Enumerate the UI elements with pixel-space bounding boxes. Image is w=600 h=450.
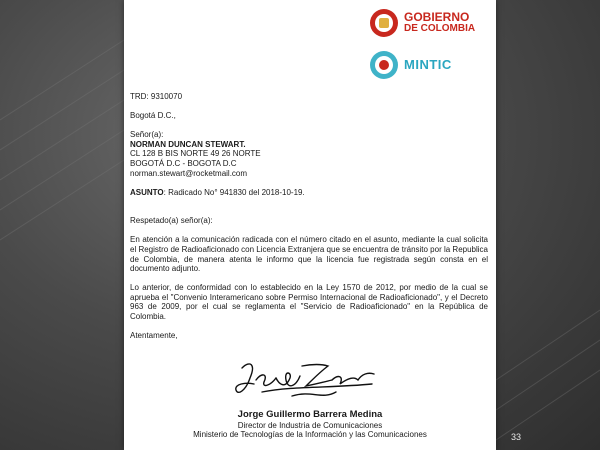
handwritten-signature [232,356,382,406]
mintic-logo-text: MINTIC [404,57,452,72]
mintic-seal-icon [370,51,398,79]
gobierno-logo-text: GOBIERNO DE COLOMBIA [404,10,476,34]
gobierno-logo [370,6,490,40]
signer-title: Director de Industria de Comunicaciones [237,420,383,430]
colombia-coat-of-arms-icon [370,9,398,37]
recipient-email: norman.stewart@rocketmail.com [130,168,248,178]
signer-name: Jorge Guillermo Barrera Medina [237,409,383,420]
mintic-logo [370,48,490,82]
subject-text: : Radicado No° 941830 del 2018-10-19. [163,187,305,197]
signer-block [124,410,496,440]
trd-number: TRD: 9310070 [130,92,183,101]
recipient-address-line2: BOGOTÁ D.C - BOGOTA D.C [130,158,237,168]
letter-place: Bogotá D.C., [130,111,176,121]
greeting: Respetado(a) señor(a): [130,216,213,226]
letter-page [124,0,496,450]
closing: Atentamente, [130,331,178,341]
salutation-label: Señor(a): [130,130,164,140]
subject-line [130,188,488,198]
slide-page-number: 33 [511,432,522,442]
letterhead-logos [370,6,490,82]
letter-body [130,92,488,341]
signer-ministry: Ministerio de Tecnologías de la Información y las Comunicaciones [193,430,427,440]
paragraph-1: En atención a la comunicación radicada con el número citado en el asunto, mediante la cual solicita el Registro de Radioaficionado con Licencia Extranjera que se encuentra de tránsito por la Republica de Colombia, de manera atenta le informo que la licencia fue registrada según consta en el documento adjunto. [130,235,488,274]
subject-label: ASUNTO [130,187,164,197]
paragraph-2: Lo anterior, de conformidad con lo establecido en la Ley 1570 de 2012, por medio de la cual se aprueba el "Convenio Interamericano sobre Permiso Internacional de Radioaficionado", y el Decreto 963 de 2009, por el cual se reglamenta el "Servicio de Radioaficionado" en la República de Colombia. [130,283,488,321]
recipient-name: NORMAN DUNCAN STEWART. [130,139,246,149]
recipient-address-line1: CL 128 B BIS NORTE 49 26 NORTE [130,149,261,159]
